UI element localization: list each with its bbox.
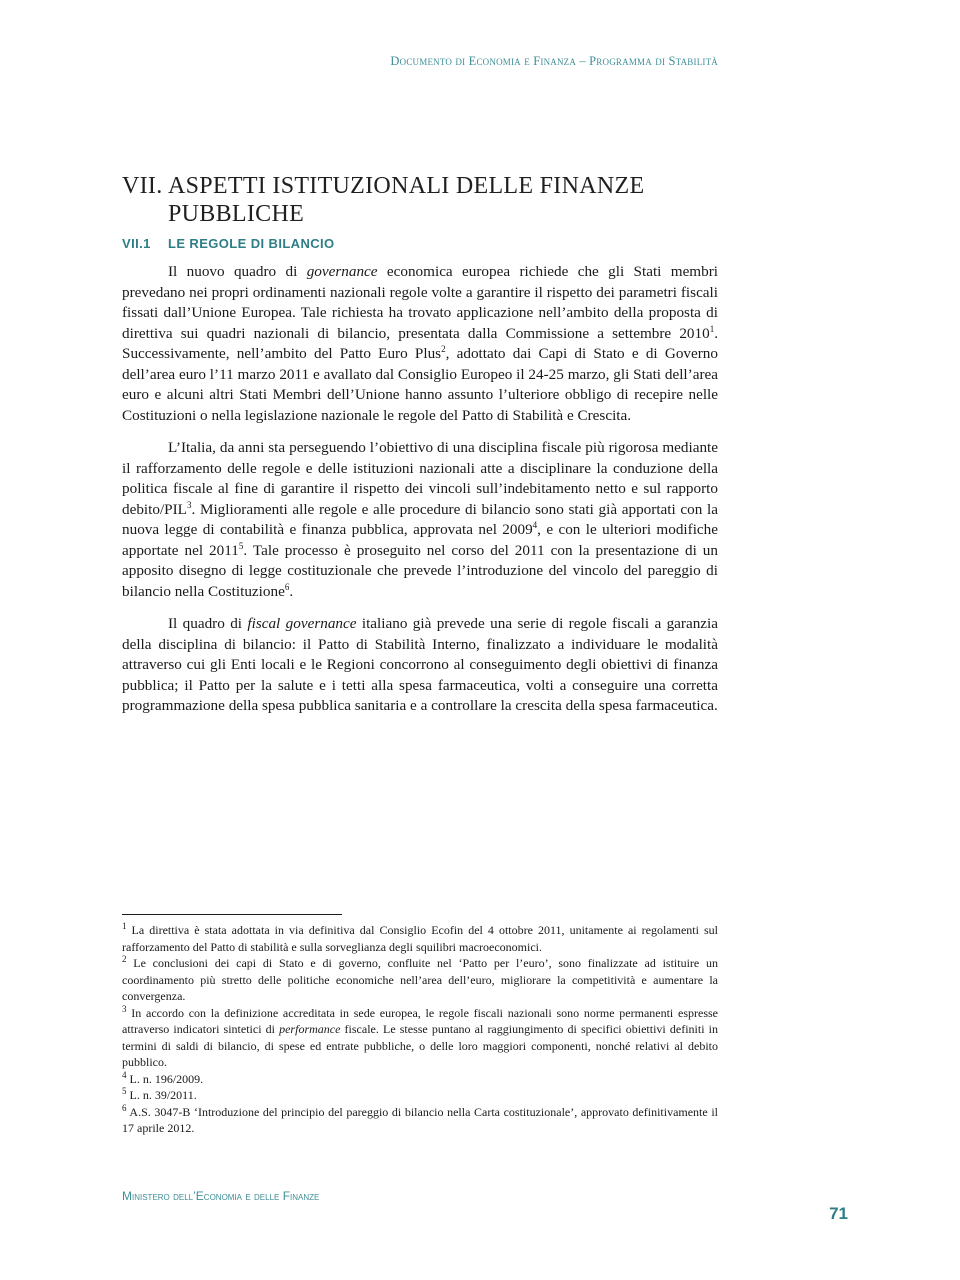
chapter-title-line2: PUBBLICHE	[168, 201, 305, 227]
footnote-4: $^4$ L. n. 196/2009.	[122, 1069, 204, 1086]
footnote-ref-5: 5	[238, 540, 244, 551]
section-heading	[122, 236, 335, 251]
running-header: Documento di Economia e Finanza – Programma di Stabilità	[390, 54, 718, 68]
section-number: VII.1	[122, 236, 151, 251]
chapter-number: VII.	[122, 173, 163, 199]
footnote-ref-4: 4	[532, 519, 538, 530]
emphasis-governance: governance	[306, 263, 378, 280]
footer-ministry: Ministero dell’Economia e delle Finanze	[122, 1189, 320, 1203]
footnote-ref-2: 2	[441, 343, 446, 354]
footnote-6: $^6$ A.S. 3047-B ‘Introduzione del principio del pareggio di bilancio nella Carta costituzionale’, approvato definitivamente il 17 aprile 2012.	[122, 1102, 718, 1135]
footnotes	[122, 922, 718, 1137]
emphasis-fiscal-governance: fiscal governance	[247, 615, 357, 632]
footnote-5: $^5$ L. n. 39/2011.	[122, 1086, 197, 1102]
paragraph-2: L’Italia, da anni sta perseguendo l’obiettivo di una disciplina fiscale più rigorosa mediante il rafforzamento delle regole e delle istituzioni nazionali atte a disciplinare la conduzione della politica fiscale al fine di garantire il rispetto dei vincoli sull’indebitamento netto e sul rapporto debito/PIL$^3$. Miglioramenti alle regole e alle procedure di bilancio sono stati già apportati con la nuova legge di contabilità e finanza pubblica, approvata nel 2009$^4$, e con le ulteriori modifiche apportate nel 2011$^5$. Tale processo è proseguito nel corso del 2011 con la presentazione di un apposito disegno di legge costituzionale che prevede l’introduzione del vincolo del pareggio di bilancio nella Costituzione$^6$.	[122, 439, 718, 600]
body-text	[122, 262, 718, 729]
chapter-title	[122, 172, 722, 228]
footnote-1: $^1$ La direttiva è stata adottata in via definitiva dal Consiglio Ecofin del 4 ottobre 2011, unitamente ai regolamenti sul rafforzamento del Patto di stabilità e sulla sorveglianza degli squilibri macroeconomici.	[122, 921, 718, 954]
footnote-divider	[122, 914, 342, 915]
footnote-ref-6: 6	[284, 581, 290, 592]
footnote-2: $^2$ Le conclusioni dei capi di Stato e di governo, confluite nel ‘Patto per l’euro’, sono finalizzate ad istituire un coordinamento più stretto delle politiche economiche nell’area dell’euro, migliorare la competitività e aumentare la convergenza.	[122, 954, 718, 1003]
footnote-ref-1: 1	[709, 323, 715, 334]
footnote-ref-3: 3	[186, 499, 192, 510]
paragraph-3: Il quadro di fiscal governance italiano già prevede una serie di regole fiscali a garanzia della disciplina di bilancio: il Patto di Stabilità Interno, finalizzato a individuare le modalità attraverso cui gli Enti locali e le Regioni concorrono al conseguimento degli obiettivi di finanza pubblica; il Patto per la salute e i tetti alla spesa farmaceutica, volti a conseguire una corretta programmazione della spesa pubblica sanitaria e a controllare la crescita della spesa farmaceutica.	[122, 615, 718, 714]
paragraph-1: Il nuovo quadro di governance economica europea richiede che gli Stati membri prevedano nei propri ordinamenti nazionali regole volte a garantire il rispetto dei parametri fiscali fissati dall’Unione Europea. Tale richiesta ha trovato applicazione nell’ambito della proposta di direttiva sui quadri nazionali di bilancio, presentata dalla Commissione a settembre 2010$^1$. Successivamente, nell’ambito del Patto Euro Plus$^2$, adottato dai Capi di Stato e di Governo dell’area euro l’11 marzo 2011 e avallato dal Consiglio Europeo il 24-25 marzo, gli Stati dell’area euro e alcuni altri Stati Membri dell’Unione hanno assunto l’ulteriore obbligo di recepire nelle Costituzioni o nella legislazione nazionale le regole del Patto di Stabilità e Crescita.	[122, 263, 718, 424]
page-number: 71	[829, 1204, 848, 1223]
footnote-3: $^3$ In accordo con la definizione accreditata in sede europea, le regole fiscali nazionali sono norme permanenti espresse attraverso indicatori sintetici di performance fiscale. Le stesse puntano al raggiungimento di specifici obiettivi definiti in termini di saldi di bilancio, di spese ed entrate pubbliche, o delle loro maggiori componenti, nonché relativi al debito pubblico.	[122, 1003, 718, 1069]
chapter-title-line1: ASPETTI ISTITUZIONALI DELLE FINANZE	[168, 173, 645, 199]
section-title: LE REGOLE DI BILANCIO	[168, 236, 335, 251]
